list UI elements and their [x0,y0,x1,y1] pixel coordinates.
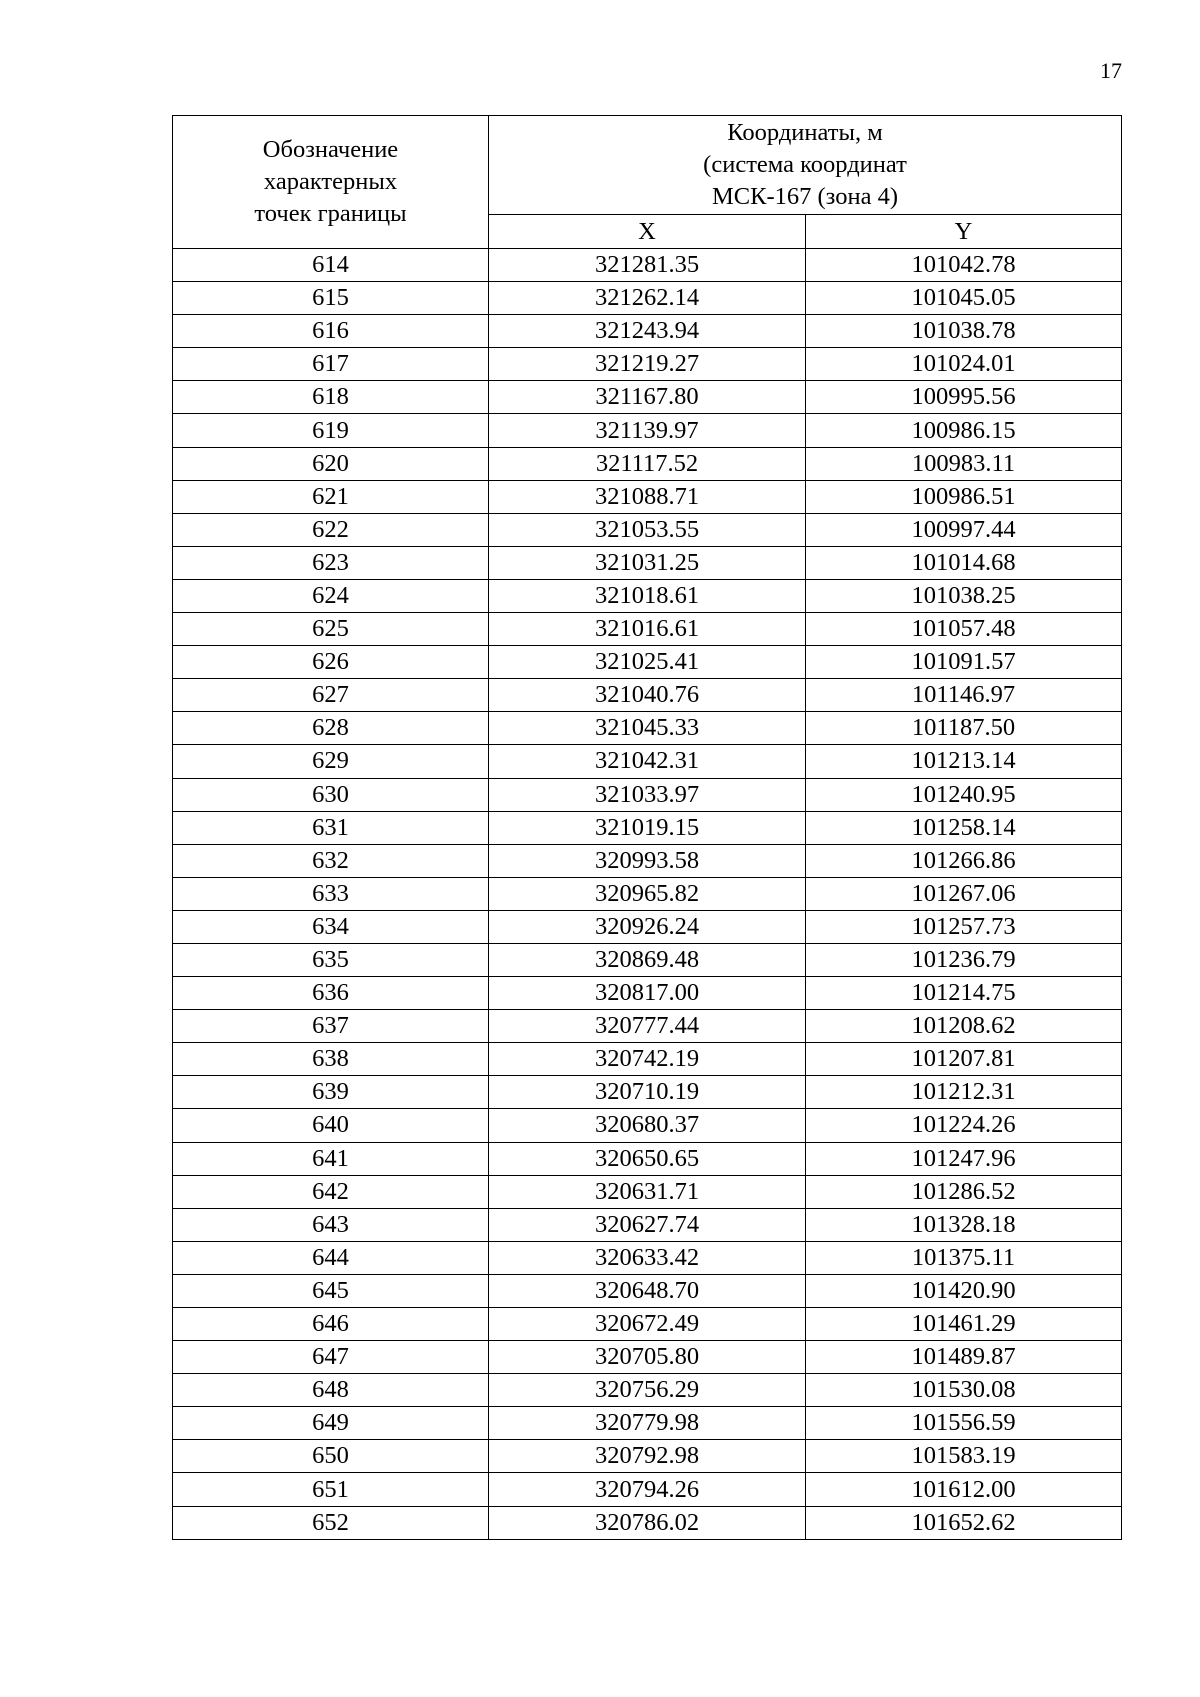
table-body [173,249,1122,1540]
cell-x: 321040.76 [489,679,806,712]
table-row [173,579,1122,612]
cell-y: 101091.57 [806,646,1122,679]
table-row [173,646,1122,679]
cell-y: 100986.51 [806,480,1122,513]
header-point-line: характерных [263,168,398,195]
cell-y: 101556.59 [806,1407,1122,1440]
cell-point: 624 [173,579,489,612]
cell-y: 101240.95 [806,778,1122,811]
cell-x: 321025.41 [489,646,806,679]
cell-x: 321167.80 [489,381,806,414]
cell-y: 101042.78 [806,249,1122,282]
cell-x: 321243.94 [489,315,806,348]
header-point-designation [173,116,489,249]
cell-point: 642 [173,1175,489,1208]
cell-y: 101247.96 [806,1142,1122,1175]
cell-x: 320786.02 [489,1506,806,1539]
table-row [173,348,1122,381]
table-row [173,745,1122,778]
table-row [173,381,1122,414]
cell-point: 622 [173,513,489,546]
cell-point: 630 [173,778,489,811]
cell-x: 320672.49 [489,1308,806,1341]
cell-point: 637 [173,1010,489,1043]
table-row [173,1241,1122,1274]
table-row [173,447,1122,480]
cell-y: 101266.86 [806,844,1122,877]
cell-y: 100986.15 [806,414,1122,447]
cell-y: 100983.11 [806,447,1122,480]
cell-point: 635 [173,943,489,976]
cell-x: 320633.42 [489,1241,806,1274]
cell-point: 649 [173,1407,489,1440]
table-row [173,1407,1122,1440]
cell-point: 647 [173,1341,489,1374]
cell-y: 101420.90 [806,1274,1122,1307]
cell-point: 638 [173,1043,489,1076]
cell-x: 321045.33 [489,712,806,745]
table-row [173,977,1122,1010]
cell-point: 626 [173,646,489,679]
table-row [173,1043,1122,1076]
cell-x: 320756.29 [489,1374,806,1407]
cell-x: 321262.14 [489,282,806,315]
cell-point: 617 [173,348,489,381]
cell-point: 652 [173,1506,489,1539]
table-row [173,943,1122,976]
header-coords-line: МСК-167 (зона 4) [712,183,898,210]
table-row [173,315,1122,348]
cell-y: 101328.18 [806,1208,1122,1241]
table-row [173,1076,1122,1109]
cell-x: 320650.65 [489,1142,806,1175]
cell-y: 101530.08 [806,1374,1122,1407]
cell-point: 641 [173,1142,489,1175]
cell-x: 321088.71 [489,480,806,513]
cell-y: 101461.29 [806,1308,1122,1341]
table-row [173,679,1122,712]
cell-y: 101208.62 [806,1010,1122,1043]
cell-x: 321219.27 [489,348,806,381]
cell-x: 321031.25 [489,546,806,579]
cell-x: 321139.97 [489,414,806,447]
cell-x: 320792.98 [489,1440,806,1473]
cell-x: 321033.97 [489,778,806,811]
table-row [173,282,1122,315]
header-coords-line: (система координат [703,151,907,178]
cell-y: 101212.31 [806,1076,1122,1109]
cell-point: 620 [173,447,489,480]
table-row [173,480,1122,513]
table-row [173,1374,1122,1407]
header-y: Y [806,215,1122,249]
cell-y: 101375.11 [806,1241,1122,1274]
cell-x: 321042.31 [489,745,806,778]
cell-point: 619 [173,414,489,447]
cell-x: 321016.61 [489,613,806,646]
table-row [173,1109,1122,1142]
cell-x: 320631.71 [489,1175,806,1208]
cell-y: 101489.87 [806,1341,1122,1374]
header-x: X [489,215,806,249]
cell-y: 101045.05 [806,282,1122,315]
table-row [173,1473,1122,1506]
cell-x: 320926.24 [489,910,806,943]
cell-point: 615 [173,282,489,315]
table-row [173,1274,1122,1307]
table-row [173,1010,1122,1043]
cell-point: 627 [173,679,489,712]
cell-point: 631 [173,811,489,844]
cell-y: 101187.50 [806,712,1122,745]
cell-point: 614 [173,249,489,282]
cell-y: 101146.97 [806,679,1122,712]
table-row [173,1142,1122,1175]
cell-x: 320993.58 [489,844,806,877]
page-number: 17 [1100,58,1122,83]
cell-point: 651 [173,1473,489,1506]
cell-y: 101014.68 [806,546,1122,579]
table-row [173,1208,1122,1241]
cell-x: 320680.37 [489,1109,806,1142]
table-row [173,778,1122,811]
cell-y: 101214.75 [806,977,1122,1010]
table-row [173,910,1122,943]
cell-y: 101652.62 [806,1506,1122,1539]
table-row [173,1308,1122,1341]
cell-point: 640 [173,1109,489,1142]
cell-x: 321019.15 [489,811,806,844]
cell-x: 320777.44 [489,1010,806,1043]
cell-y: 101258.14 [806,811,1122,844]
cell-point: 646 [173,1308,489,1341]
cell-point: 645 [173,1274,489,1307]
cell-y: 100995.56 [806,381,1122,414]
cell-y: 100997.44 [806,513,1122,546]
table-row [173,1175,1122,1208]
header-coords-line: Координаты, м [727,119,883,146]
table-row [173,877,1122,910]
cell-y: 101224.26 [806,1109,1122,1142]
table-header [173,116,1122,249]
cell-y: 101207.81 [806,1043,1122,1076]
cell-point: 629 [173,745,489,778]
cell-y: 101057.48 [806,613,1122,646]
table-row [173,712,1122,745]
cell-point: 623 [173,546,489,579]
table-row [173,1506,1122,1539]
table-row [173,249,1122,282]
cell-x: 320965.82 [489,877,806,910]
header-point-line: точек границы [254,200,407,227]
table-row [173,546,1122,579]
table-row [173,1341,1122,1374]
cell-y: 101257.73 [806,910,1122,943]
header-coordinates [489,116,1122,215]
cell-x: 321018.61 [489,579,806,612]
cell-x: 320627.74 [489,1208,806,1241]
cell-x: 320710.19 [489,1076,806,1109]
cell-x: 321053.55 [489,513,806,546]
cell-point: 633 [173,877,489,910]
cell-point: 621 [173,480,489,513]
header-point-line: Обозначение [262,136,399,163]
cell-x: 320794.26 [489,1473,806,1506]
cell-point: 632 [173,844,489,877]
cell-point: 643 [173,1208,489,1241]
cell-y: 101213.14 [806,745,1122,778]
table-row [173,1440,1122,1473]
table-row [173,613,1122,646]
cell-point: 648 [173,1374,489,1407]
cell-x: 320742.19 [489,1043,806,1076]
table-row [173,844,1122,877]
cell-x: 320869.48 [489,943,806,976]
cell-point: 636 [173,977,489,1010]
cell-y: 101038.78 [806,315,1122,348]
cell-point: 616 [173,315,489,348]
cell-x: 321281.35 [489,249,806,282]
cell-x: 320705.80 [489,1341,806,1374]
table-row [173,811,1122,844]
cell-y: 101267.06 [806,877,1122,910]
cell-point: 644 [173,1241,489,1274]
cell-y: 101024.01 [806,348,1122,381]
cell-y: 101038.25 [806,579,1122,612]
cell-x: 320817.00 [489,977,806,1010]
cell-point: 634 [173,910,489,943]
cell-point: 618 [173,381,489,414]
cell-x: 320648.70 [489,1274,806,1307]
cell-point: 628 [173,712,489,745]
cell-point: 650 [173,1440,489,1473]
cell-y: 101286.52 [806,1175,1122,1208]
table-row [173,414,1122,447]
cell-y: 101236.79 [806,943,1122,976]
table-row [173,513,1122,546]
cell-y: 101612.00 [806,1473,1122,1506]
cell-x: 320779.98 [489,1407,806,1440]
coordinates-table [172,115,1122,1540]
cell-y: 101583.19 [806,1440,1122,1473]
cell-x: 321117.52 [489,447,806,480]
cell-point: 639 [173,1076,489,1109]
cell-point: 625 [173,613,489,646]
